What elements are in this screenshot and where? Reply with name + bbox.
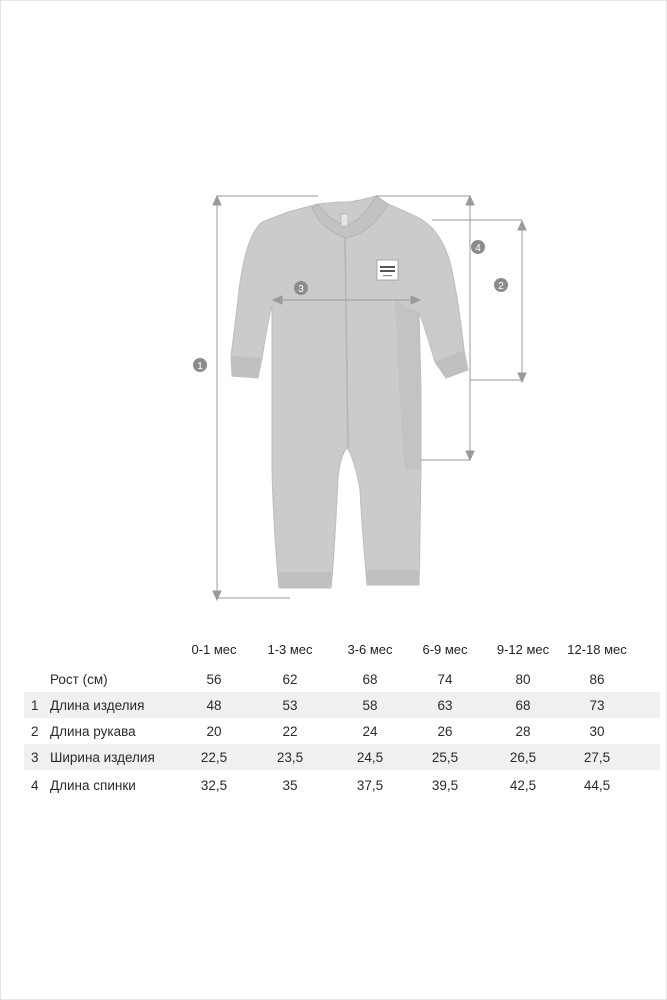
arrowhead [518, 221, 526, 230]
cell: 25,5 [431, 750, 459, 765]
column-header: 1-3 мес [267, 642, 313, 657]
cell: 20 [206, 724, 222, 739]
column-header: 3-6 мес [347, 642, 393, 657]
row-label: Длина рукава [50, 724, 136, 739]
column-header: 12-18 мес [567, 642, 627, 657]
cell: 44,5 [583, 778, 611, 793]
romper-body [231, 196, 468, 588]
cell: 48 [206, 698, 222, 713]
column-header: 0-1 мес [191, 642, 237, 657]
cell: 30 [589, 724, 605, 739]
brand-label-line [380, 266, 395, 268]
table-row [24, 666, 660, 692]
table-row [24, 744, 660, 770]
cell: 26 [437, 724, 453, 739]
row-label: Ширина изделия [50, 750, 155, 765]
cell: 42,5 [509, 778, 537, 793]
cell: 22,5 [200, 750, 228, 765]
cell: 80 [515, 672, 531, 687]
table-row [24, 772, 660, 798]
row-number: 4 [31, 778, 39, 793]
brand-label-line [380, 270, 395, 272]
marker-4-text: 4 [475, 243, 481, 254]
cell: 53 [282, 698, 298, 713]
table-row [24, 718, 660, 744]
left-leg-cuff [279, 572, 332, 588]
cell: 56 [206, 672, 222, 687]
cell: 68 [362, 672, 378, 687]
cell: 24 [362, 724, 378, 739]
cell: 73 [589, 698, 605, 713]
left-cuff [231, 356, 261, 378]
cell: 39,5 [431, 778, 459, 793]
cell: 28 [515, 724, 531, 739]
arrowhead [518, 373, 526, 382]
cell: 63 [437, 698, 453, 713]
cell: 26,5 [509, 750, 537, 765]
row-label: Длина изделия [50, 698, 145, 713]
cell: 24,5 [356, 750, 384, 765]
arrowhead [466, 451, 474, 460]
cell: 68 [515, 698, 531, 713]
arrowhead [213, 196, 221, 205]
table-row [24, 692, 660, 718]
right-leg-cuff [366, 570, 419, 585]
neck-tag [341, 214, 348, 226]
cell: 74 [437, 672, 453, 687]
row-label: Рост (см) [50, 672, 108, 687]
cell: 58 [362, 698, 378, 713]
marker-1-text: 1 [197, 361, 203, 372]
arrowhead [466, 196, 474, 205]
romper-illustration [231, 196, 468, 588]
row-number: 3 [31, 750, 39, 765]
cell: 32,5 [200, 778, 228, 793]
cell: 23,5 [276, 750, 304, 765]
cell: 27,5 [583, 750, 611, 765]
cell: 37,5 [356, 778, 384, 793]
cell: 86 [589, 672, 605, 687]
brand-label-line [383, 275, 392, 276]
marker-3-text: 3 [298, 284, 304, 295]
marker-2-text: 2 [498, 281, 504, 292]
column-header: 6-9 мес [422, 642, 468, 657]
row-number: 1 [31, 698, 39, 713]
arrowhead [213, 591, 221, 600]
cell: 62 [282, 672, 298, 687]
row-number: 2 [31, 724, 39, 739]
cell: 35 [282, 778, 298, 793]
cell: 22 [282, 724, 298, 739]
column-header: 9-12 мес [496, 642, 550, 657]
row-label: Длина спинки [50, 778, 136, 793]
